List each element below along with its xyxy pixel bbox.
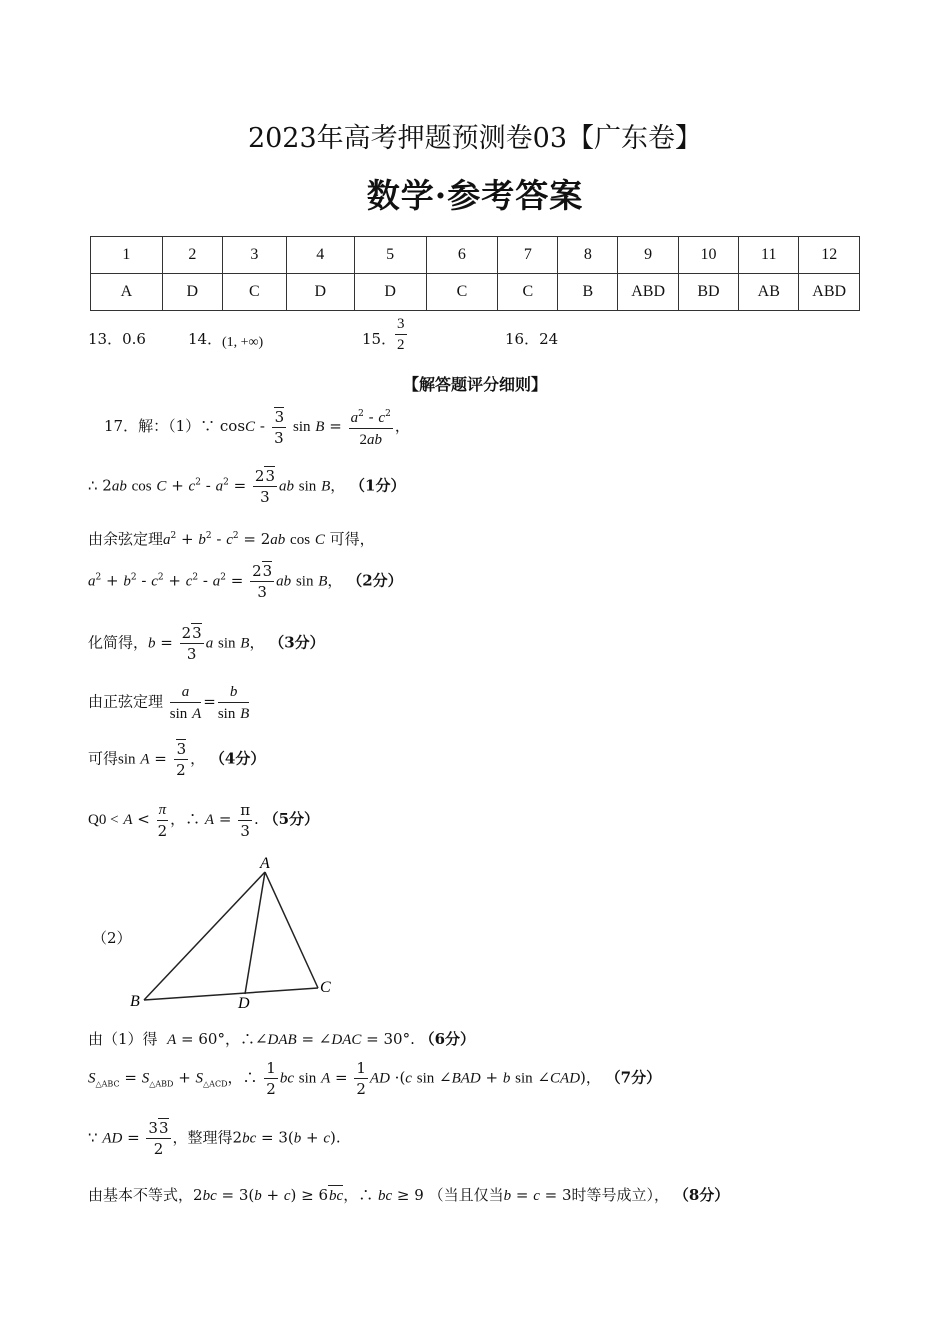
vertex-label-c: C: [320, 979, 331, 996]
fill-q14-value: (1, +∞): [222, 335, 264, 350]
fill-q15-value: $\frac{3}{2}$: [397, 316, 405, 353]
triangle-figure: [120, 850, 350, 1020]
question-number-cell: 9: [618, 237, 678, 274]
section-title: 【解答题评分细则】: [402, 375, 547, 394]
question-number-cell: 8: [558, 237, 618, 274]
question-number-cell: 12: [799, 237, 860, 274]
question-number-cell: 3: [222, 237, 286, 274]
fill-q16: 16．24: [505, 330, 559, 348]
answer-cell: C: [426, 274, 498, 311]
solution-line-9: 由（1）得 A = 60°，∴∠DAB = ∠DAC = 30°. （6分）: [88, 1030, 476, 1048]
answer-cell: D: [354, 274, 426, 311]
answer-cell: C: [222, 274, 286, 311]
side-bc: [144, 988, 318, 1000]
question-number-cell: 6: [426, 237, 498, 274]
answer-cell: A: [91, 274, 163, 311]
side-ac: [265, 872, 318, 988]
question-number-cell: 4: [286, 237, 354, 274]
answer-cell: ABD: [799, 274, 860, 311]
solution-line-6: 由正弦定理 $\frac{a}{\text{sin A}}$ = $\frac{b}{\text{sin B}}$: [88, 681, 251, 724]
solution-line-8: Q0 < A < $\frac{\pi}{2}$ ，∴ A = $\frac{\pi}{3}$ . （5分）: [88, 800, 320, 840]
answer-table-number-row: [91, 237, 860, 274]
vertex-label-a: A: [260, 855, 270, 872]
solution-line-12: 由基本不等式，2bc = 3(b + c) ≥ 6bc，∴ bc ≥ 9 （当且仅当b = c = 3时等号成立）， （8分）: [88, 1186, 730, 1204]
vertex-label-b: B: [130, 993, 140, 1010]
question-number-cell: 7: [498, 237, 558, 274]
solution-line-4: $a^2 + b^2 - c^2 + c^2 - a^2$ = $\frac{23}{3}$ ab sin B， （2分）: [88, 562, 403, 601]
solution-line-11: ∵ AD = $\frac{33}{2}$ ，整理得2bc = 3(b + c).: [88, 1119, 341, 1158]
answer-cell: ABD: [618, 274, 678, 311]
vertex-label-d: D: [238, 995, 250, 1012]
part-2-label: （2）: [92, 929, 132, 947]
fill-q14-label: 14．: [188, 330, 223, 348]
answer-cell: BD: [678, 274, 738, 311]
fill-q13: 13．0.6: [88, 330, 146, 348]
solution-line-5: 化简得，b = $\frac{23}{3}$ a sin B， （3分）: [88, 624, 325, 663]
question-number-cell: 5: [354, 237, 426, 274]
question-number-cell: 11: [739, 237, 799, 274]
answer-cell: D: [162, 274, 222, 311]
answer-cell: D: [286, 274, 354, 311]
answer-table-answer-row: [91, 274, 860, 311]
solution-line-10: $S_{\triangle ABC} = S_{\triangle ABD} + S_{\triangle ACD}$，∴ $\frac{1}{2}$ bc sin A = $\frac{1}{2}$ AD ·(c sin ∠BAD + b sin ∠CAD)， （7分）: [88, 1059, 662, 1098]
fill-q15-label: 15．: [362, 330, 397, 348]
document-title: 2023年高考押题预测卷03【广东卷】: [247, 123, 703, 154]
answer-cell: AB: [739, 274, 799, 311]
solution-line-2: ∴ 2ab $\cos C + c^2 - a^2$ = $\frac{23}{3}$ ab sin B， （1分）: [88, 467, 406, 506]
solution-line-1: 17．解：（1）∵ cosC - $\frac{3}{3}$ sin B = $\frac{a^2 - c^2}{2ab}$ ，: [104, 404, 410, 450]
answer-table: [90, 236, 860, 311]
question-number-cell: 1: [91, 237, 163, 274]
solution-line-7: 可得sin A = $\frac{3}{2}$ ， （4分）: [88, 740, 266, 779]
document-subtitle: 数学·参考答案: [366, 176, 584, 215]
question-number-cell: 2: [162, 237, 222, 274]
answer-cell: C: [498, 274, 558, 311]
answer-cell: B: [558, 274, 618, 311]
solution-line-3: 由余弦定理$a^2 + b^2 - c^2 = 2ab$ cos C 可得，: [88, 530, 375, 548]
question-number-cell: 10: [678, 237, 738, 274]
